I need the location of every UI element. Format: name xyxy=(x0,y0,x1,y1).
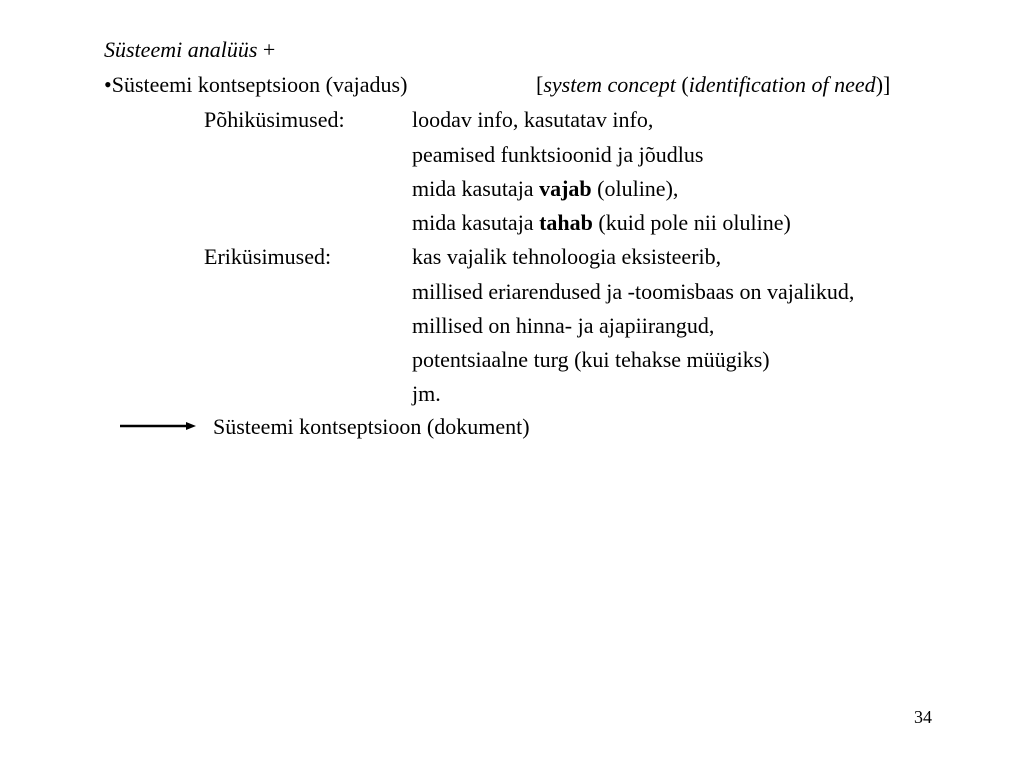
result-text: Süsteemi kontseptsioon (dokument) xyxy=(213,414,530,439)
heading-plus: + xyxy=(257,37,276,62)
slide-heading xyxy=(104,37,275,63)
special-question-item: jm. xyxy=(412,381,441,406)
english-term xyxy=(536,72,890,98)
main-questions-label: Põhiküsimused: xyxy=(204,107,345,132)
wants-bold: tahab xyxy=(539,210,593,235)
page-number: 34 xyxy=(914,707,932,727)
needs-post: (oluline), xyxy=(591,176,679,201)
main-question-wants xyxy=(412,210,791,236)
en-paren-open: ( xyxy=(675,72,689,97)
main-question-item: loodav info, kasutatav info, xyxy=(412,107,654,132)
needs-pre: mida kasutaja xyxy=(412,176,540,201)
en-bracket-close: )] xyxy=(875,72,891,97)
wants-post: (kuid pole nii oluline) xyxy=(592,210,791,235)
heading-italic: Süsteemi analüüs xyxy=(104,37,258,62)
special-question-item: millised on hinna- ja ajapiirangud, xyxy=(412,313,715,338)
special-question-item: millised eriarendused ja -toomisbaas on vajalikud, xyxy=(412,279,855,304)
en-term: system concept xyxy=(543,72,676,97)
bullet-line xyxy=(104,72,407,98)
main-question-item: peamised funktsioonid ja jõudlus xyxy=(412,142,704,167)
special-questions-label: Eriküsimused: xyxy=(204,244,332,269)
bullet-text: Süsteemi kontseptsioon (vajadus) xyxy=(111,72,408,97)
wants-pre: mida kasutaja xyxy=(412,210,540,235)
en-bracket-open: [ xyxy=(536,72,544,97)
arrow-right-icon xyxy=(120,419,196,433)
needs-bold: vajab xyxy=(539,176,592,201)
bullet-marker: • xyxy=(104,72,112,97)
special-question-item: potentsiaalne turg (kui tehakse müügiks) xyxy=(412,347,770,372)
special-question-item: kas vajalik tehnoloogia eksisteerib, xyxy=(412,244,722,269)
en-subterm: identification of need xyxy=(688,72,876,97)
main-question-needs xyxy=(412,176,678,202)
